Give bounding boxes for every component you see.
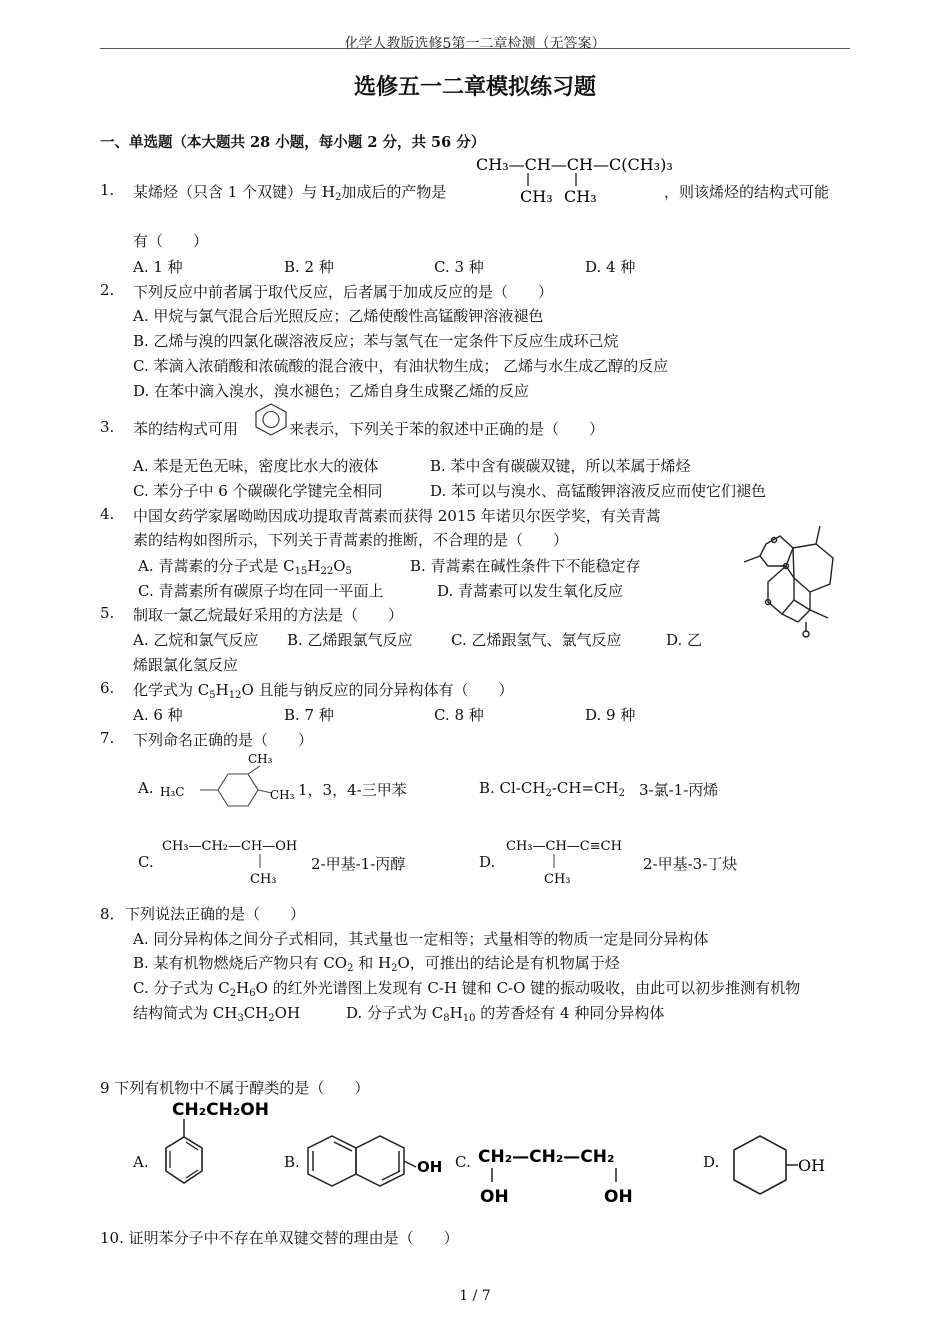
q7-option-d-name: 2-甲基-3-丁炔 xyxy=(643,855,738,873)
q1-stem-tail: ，则该烯烃的结构式可能 xyxy=(664,183,830,201)
q1-stem-cont: 有（ ） xyxy=(133,232,209,250)
q9-option-d-structure xyxy=(724,1128,844,1208)
q9-option-a-label[interactable]: A. xyxy=(133,1153,149,1171)
q4-number: 4. xyxy=(100,505,115,523)
q7d-formula: CH₃—CH—C≡CH xyxy=(506,839,622,854)
q6-number: 6. xyxy=(100,679,115,697)
q7-option-b[interactable]: B. $Cl-CH_2-CH=CH_2$ xyxy=(479,779,625,799)
q6-option-c[interactable]: C. 8 种 xyxy=(434,706,484,724)
page-title: 选修五一二章模拟练习题 xyxy=(353,75,596,100)
q6-option-a[interactable]: A. 6 种 xyxy=(133,706,183,724)
q5-number: 5. xyxy=(100,604,115,622)
q7-number: 7. xyxy=(100,729,115,747)
q8-stem: 下列说法正确的是（ ） xyxy=(125,905,306,923)
header-rule xyxy=(100,48,850,49)
q2-stem: 下列反应中前者属于取代反应，后者属于加成反应的是（ ） xyxy=(133,283,554,301)
q5-option-d-cont: 烯跟氯化氢反应 xyxy=(133,656,239,674)
q7a-ch3-top: CH₃ xyxy=(248,752,273,766)
q7-option-a-structure xyxy=(160,750,300,814)
q7-option-a-label[interactable]: A. xyxy=(138,779,154,797)
q3-number: 3. xyxy=(100,418,115,436)
q2-number: 2. xyxy=(100,281,115,299)
q10-stem: 10. 证明苯分子中不存在单双键交替的理由是（ ） xyxy=(100,1229,459,1247)
q9-stem: 9 下列有机物中不属于醇类的是（ ） xyxy=(100,1079,370,1097)
q8-option-b[interactable]: B. 某有机物燃烧后产物只有 $CO_2$ 和 $H_2O$，可推出的结论是有机物属于烃 xyxy=(133,954,620,974)
q1-stem: 某烯烃（只含 1 个双键）与 $H_2$加成后的产物是 xyxy=(133,183,447,203)
q7-option-c-structure xyxy=(162,834,322,894)
q3-stem-after: 来表示，下列关于苯的叙述中正确的是（ ） xyxy=(289,420,605,438)
q1-option-d[interactable]: D. 4 种 xyxy=(585,258,636,276)
q8-option-d[interactable]: D. 分子式为 $C_8H_{10}$ 的芳香烃有 4 种同分异构体 xyxy=(346,1004,665,1024)
q2-option-d[interactable]: D. 在苯中滴入溴水，溴水褪色；乙烯自身生成聚乙烯的反应 xyxy=(133,382,530,400)
q7-option-a-name: 1，3，4-三甲苯 xyxy=(298,781,407,799)
q6-stem: 化学式为 $C_5H_{12}O$ 且能与钠反应的同分异构体有（ ） xyxy=(133,681,514,701)
q7-option-c-name: 2-甲基-1-丙醇 xyxy=(311,855,406,873)
q7c-formula: CH₃—CH₂—CH—OH xyxy=(162,839,298,854)
q9d-oh: OH xyxy=(798,1156,826,1175)
q4-option-c[interactable]: C. 青蒿素所有碳原子均在同一平面上 xyxy=(138,582,384,600)
q3-option-c[interactable]: C. 苯分子中 6 个碳碳化学键完全相同 xyxy=(133,482,383,500)
q9a-formula: CH₂CH₂OH xyxy=(172,1100,269,1120)
q1-formula-branch2: CH₃ xyxy=(564,187,597,206)
q6-option-b[interactable]: B. 7 种 xyxy=(284,706,334,724)
artemisinin-structure xyxy=(738,522,848,651)
q9-option-d-label[interactable]: D. xyxy=(703,1153,720,1171)
q7a-h3c: H₃C xyxy=(160,785,185,799)
q9-option-a-structure xyxy=(150,1097,290,1213)
q9-option-b-label[interactable]: B. xyxy=(284,1153,300,1171)
q1-structure xyxy=(476,150,676,210)
q7-option-b-name: 3-氯-1-丙烯 xyxy=(639,781,719,799)
q4-option-d[interactable]: D. 青蒿素可以发生氧化反应 xyxy=(437,582,624,600)
q7c-branch: CH₃ xyxy=(250,872,277,887)
q7a-ch3-right: CH₃ xyxy=(270,788,295,802)
q2-option-b[interactable]: B. 乙烯与溴的四氯化碳溶液反应；苯与氢气在一定条件下反应生成环己烷 xyxy=(133,332,619,350)
page-number: 1 / 7 xyxy=(459,1288,491,1304)
q7-option-d-label[interactable]: D. xyxy=(479,853,496,871)
q7-option-d-structure xyxy=(506,834,646,894)
section-heading: 一、单选题（本大题共 28 小题，每小题 2 分，共 56 分） xyxy=(100,134,486,151)
q9c-oh2: OH xyxy=(604,1187,633,1207)
q4-option-a[interactable]: A. 青蒿素的分子式是 $C_{15}H_{22}O_5$ xyxy=(138,557,352,577)
q9c-oh1: OH xyxy=(480,1187,509,1207)
q5-option-d[interactable]: D. 乙 xyxy=(666,631,703,649)
q1-formula-branch1: CH₃ xyxy=(520,187,553,206)
page-header: 化学人教版选修5第一二章检测（无答案） xyxy=(344,36,606,52)
q1-formula-main: CH₃—CH—CH—C(CH₃)₃ xyxy=(476,155,673,174)
q5-option-c[interactable]: C. 乙烯跟氢气、氯气反应 xyxy=(451,631,622,649)
q3-option-b[interactable]: B. 苯中含有碳碳双键，所以苯属于烯烃 xyxy=(430,457,691,475)
q5-option-a[interactable]: A. 乙烷和氯气反应 xyxy=(133,631,259,649)
q5-stem: 制取一氯乙烷最好采用的方法是（ ） xyxy=(133,606,404,624)
q5-option-b[interactable]: B. 乙烯跟氯气反应 xyxy=(287,631,413,649)
q4-stem-line2: 素的结构如图所示，下列关于青蒿素的推断，不合理的是（ ） xyxy=(133,531,569,549)
q3-option-a[interactable]: A. 苯是无色无味，密度比水大的液体 xyxy=(133,457,379,475)
q2-option-a[interactable]: A. 甲烷与氯气混合后光照反应；乙烯使酸性高锰酸钾溶液褪色 xyxy=(133,307,544,325)
q8-option-a[interactable]: A. 同分异构体之间分子式相同，其式量也一定相等；式量相等的物质一定是同分异构体 xyxy=(133,930,709,948)
q8-option-c-cont: 结构简式为 $CH_3CH_2OH$ xyxy=(133,1004,301,1024)
q6-option-d[interactable]: D. 9 种 xyxy=(585,706,636,724)
q8-number: 8． xyxy=(100,905,125,923)
q9c-formula: CH₂—CH₂—CH₂ xyxy=(478,1147,615,1167)
q4-option-b[interactable]: B. 青蒿素在碱性条件下不能稳定存 xyxy=(410,557,641,575)
q8-option-c[interactable]: C. 分子式为 $C_2H_6O$ 的红外光谱图上发现有 C-H 键和 C-O 键的振动吸收，由此可以初步推测有机物 xyxy=(133,979,801,999)
q1-option-b[interactable]: B. 2 种 xyxy=(284,258,334,276)
q9b-oh: OH xyxy=(417,1158,443,1176)
q1-number: 1. xyxy=(100,181,115,199)
q3-stem-before: 苯的结构式可用 xyxy=(133,420,239,438)
q7-option-c-label[interactable]: C. xyxy=(138,853,154,871)
q3-option-d[interactable]: D. 苯可以与溴水、高锰酸钾溶液反应而使它们褪色 xyxy=(430,482,767,500)
q9-option-c-label[interactable]: C. xyxy=(455,1153,471,1171)
q7-stem: 下列命名正确的是（ ） xyxy=(133,731,314,749)
q2-option-c[interactable]: C. 苯滴入浓硝酸和浓硫酸的混合液中，有油状物生成； 乙烯与水生成乙醇的反应 xyxy=(133,357,669,375)
benzene-icon xyxy=(253,402,289,440)
q7d-branch: CH₃ xyxy=(544,872,571,887)
q4-stem-line1: 中国女药学家屠呦呦因成功提取青蒿素而获得 2015 年诺贝尔医学奖，有关青蒿 xyxy=(133,507,661,525)
q1-option-a[interactable]: A. 1 种 xyxy=(133,258,183,276)
q1-option-c[interactable]: C. 3 种 xyxy=(434,258,484,276)
q9-option-c-structure xyxy=(478,1140,648,1214)
q9-option-b-structure xyxy=(302,1130,452,1200)
